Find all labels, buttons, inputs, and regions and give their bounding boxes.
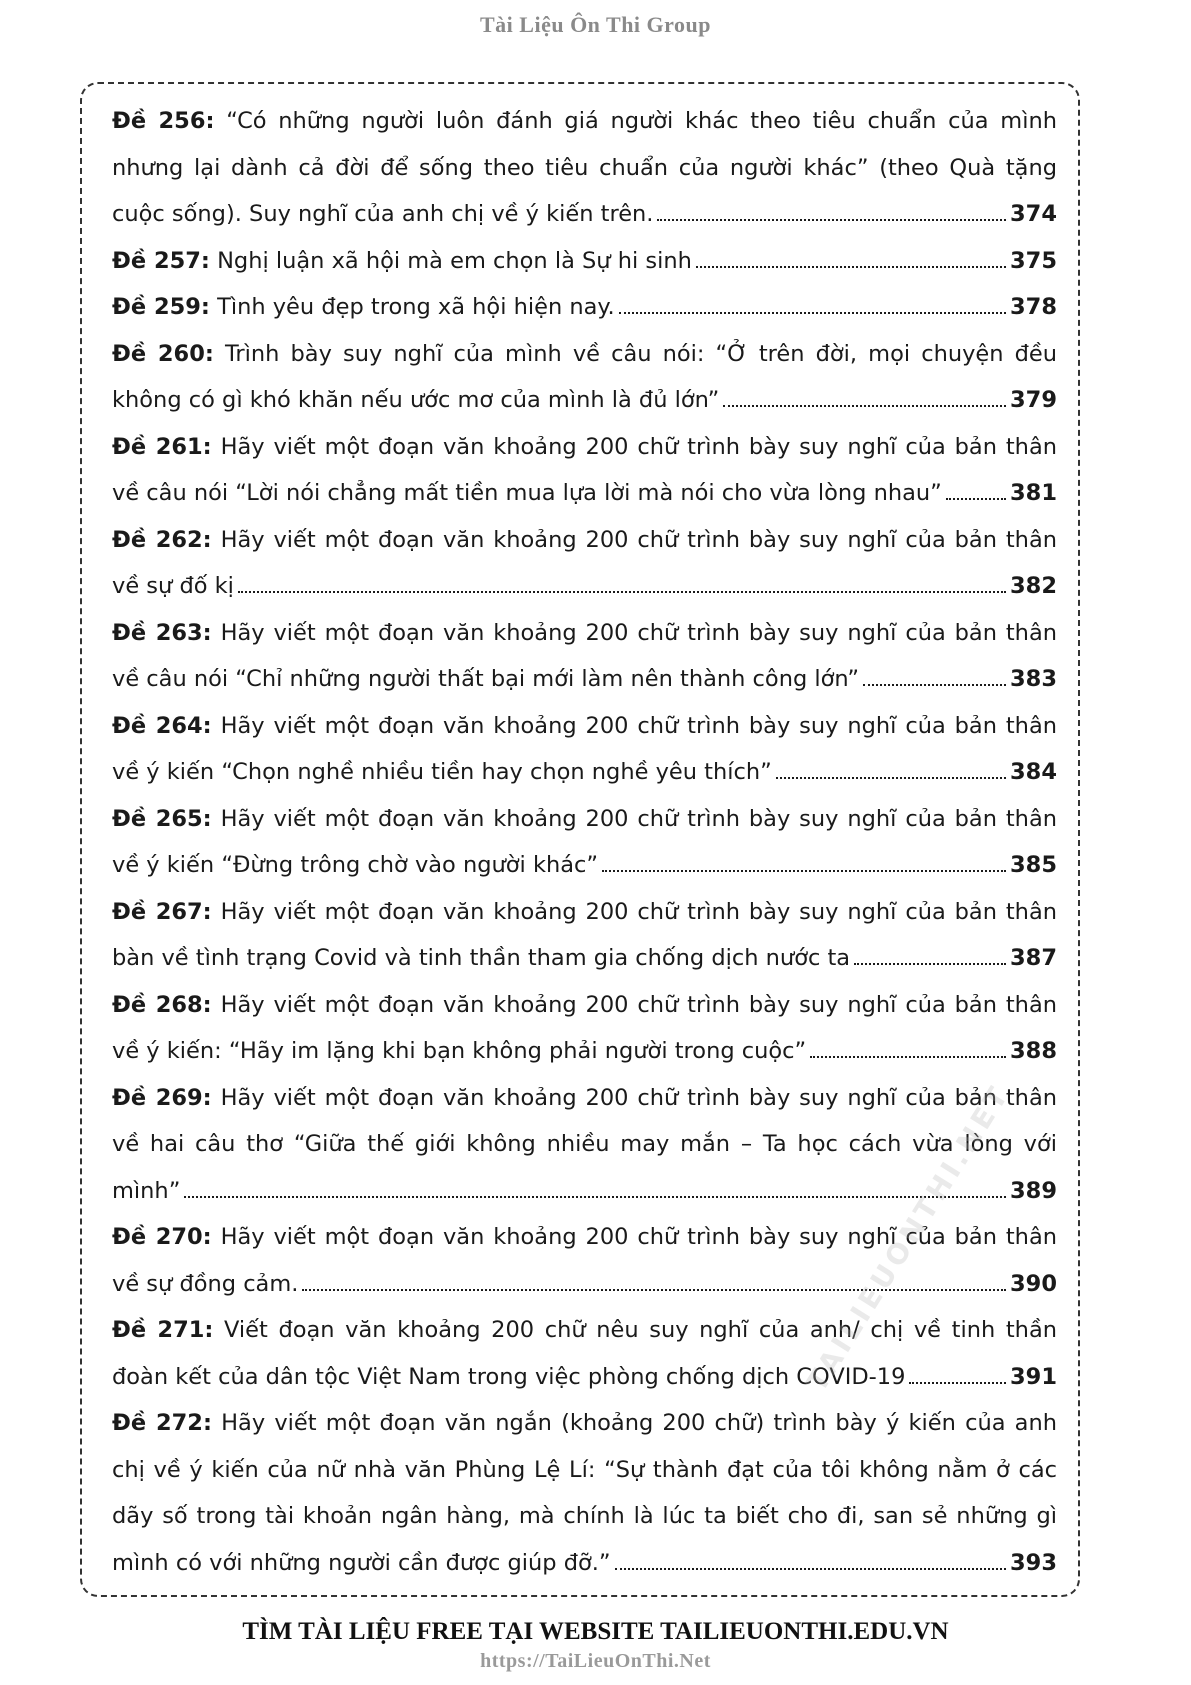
dot-leader — [776, 777, 1006, 779]
toc-entry — [112, 98, 1057, 238]
dot-leader — [863, 684, 1006, 686]
toc-entry-text-line: Hãy viết một đoạn văn khoảng 200 chữ trình bày suy nghĩ của bản thân — [220, 433, 1057, 460]
toc-entry — [112, 889, 1057, 982]
toc-page-number: 388 — [1010, 1038, 1057, 1064]
toc-entry — [112, 703, 1057, 796]
dot-leader — [696, 266, 1006, 268]
toc-entry-label: Đề 256: — [112, 108, 215, 134]
toc-entry-text-last: về ý kiến “Đừng trông chờ vào người khác” — [112, 852, 599, 878]
toc-entry — [112, 796, 1057, 889]
toc-entry-label: Đề 265: — [112, 805, 212, 832]
toc-page-number: 379 — [1010, 387, 1057, 413]
toc-entry-label: Đề 272: — [112, 1410, 212, 1436]
toc-page-number: 381 — [1010, 480, 1057, 506]
toc-entry — [112, 982, 1057, 1075]
toc-page-number: 384 — [1010, 759, 1057, 785]
page-header-title: Tài Liệu Ôn Thi Group — [480, 12, 711, 37]
toc-entry-label: Đề 269: — [112, 1084, 212, 1111]
toc-entry-text-last: về ý kiến: “Hãy im lặng khi bạn không phải người trong cuộc” — [112, 1038, 807, 1064]
table-of-contents — [112, 98, 1057, 1586]
toc-page-number: 382 — [1010, 573, 1057, 599]
toc-entry-label: Đề 271: — [112, 1317, 214, 1343]
toc-entry-text-last: Nghị luận xã hội mà em chọn là Sự hi sinh — [217, 247, 692, 274]
toc-entry-text-last: bàn về tình trạng Covid và tinh thần tham gia chống dịch nước ta — [112, 945, 851, 971]
toc-entry-text-line: Hãy viết một đoạn văn khoảng 200 chữ trình bày suy nghĩ của bản thân — [220, 526, 1057, 553]
toc-entry-text-line: Hãy viết một đoạn văn ngắn (khoảng 200 chữ) trình bày ý kiến của anh — [221, 1410, 1057, 1436]
toc-entry-text-line: Hãy viết một đoạn văn khoảng 200 chữ trình bày suy nghĩ của bản thân — [220, 898, 1057, 925]
toc-entry-text-last: không có gì khó khăn nếu ước mơ của mình là đủ lớn” — [112, 387, 720, 413]
dot-leader — [238, 591, 1006, 593]
toc-entry-label: Đề 260: — [112, 340, 214, 367]
toc-entry-text-line: chị về ý kiến của nữ nhà văn Phùng Lệ Lí: “Sự thành đạt của tôi không nằm ở các — [112, 1456, 1057, 1483]
dot-leader — [657, 219, 1006, 221]
dot-leader — [184, 1196, 1006, 1198]
toc-page-number: 385 — [1010, 852, 1057, 878]
dot-leader — [302, 1289, 1006, 1291]
toc-page-number: 383 — [1010, 666, 1057, 692]
toc-page-number: 389 — [1010, 1177, 1057, 1204]
toc-entry-text-line: Viết đoạn văn khoảng 200 chữ nêu suy nghĩ của anh/ chị về tinh thần — [224, 1317, 1057, 1343]
toc-entry-text-line: Hãy viết một đoạn văn khoảng 200 chữ trình bày suy nghĩ của bản thân — [220, 619, 1057, 646]
toc-entry-label: Đề 259: — [112, 294, 210, 320]
toc-page-number: 387 — [1010, 945, 1057, 971]
toc-entry-text-line: Hãy viết một đoạn văn khoảng 200 chữ trình bày suy nghĩ của bản thân — [220, 805, 1057, 832]
toc-entry-text-line: “Có những người luôn đánh giá người khác theo tiêu chuẩn của mình — [226, 108, 1057, 134]
dot-leader — [602, 870, 1006, 872]
toc-entry-text-line: về hai câu thơ “Giữa thế giới không nhiều may mắn – Ta học cách vừa lòng với — [112, 1131, 1057, 1157]
toc-entry — [112, 238, 1057, 285]
toc-entry — [112, 284, 1057, 331]
toc-entry-text-line: Hãy viết một đoạn văn khoảng 200 chữ trình bày suy nghĩ của bản thân — [220, 712, 1057, 739]
toc-entry-text-last: Tình yêu đẹp trong xã hội hiện nay. — [217, 294, 615, 320]
toc-entry-text-line: Trình bày suy nghĩ của mình về câu nói: “Ở trên đời, mọi chuyện đều — [224, 340, 1057, 367]
toc-entry-text-line: nhưng lại dành cả đời để sống theo tiêu chuẩn của người khác” (theo Quà tặng — [112, 154, 1057, 181]
toc-entry-text-line: Hãy viết một đoạn văn khoảng 200 chữ trình bày suy nghĩ của bản thân — [220, 1084, 1057, 1111]
toc-entry-text-line: dãy số trong tài khoản ngân hàng, mà chính là lúc ta biết cho đi, san sẻ những gì — [112, 1503, 1057, 1529]
toc-entry-text-last: về ý kiến “Chọn nghề nhiều tiền hay chọn nghề yêu thích” — [112, 759, 772, 785]
toc-entry — [112, 331, 1057, 424]
toc-entry-text-line: Hãy viết một đoạn văn khoảng 200 chữ trình bày suy nghĩ của bản thân — [220, 1224, 1057, 1250]
toc-entry-text-last: về câu nói “Lời nói chẳng mất tiền mua lựa lời mà nói cho vừa lòng nhau” — [112, 480, 942, 506]
dot-leader — [615, 1568, 1006, 1570]
toc-entry-text-last: cuộc sống). Suy nghĩ của anh chị về ý kiến trên. — [112, 201, 654, 227]
toc-entry-label: Đề 262: — [112, 526, 212, 553]
toc-entry — [112, 1307, 1057, 1400]
toc-entry-text-last: đoàn kết của dân tộc Việt Nam trong việc phòng chống dịch COVID-19 — [112, 1363, 906, 1390]
toc-page-number: 390 — [1010, 1270, 1057, 1297]
toc-entry-label: Đề 261: — [112, 433, 212, 460]
toc-entry-text-last: mình” — [112, 1177, 181, 1204]
watermark: TAILIEUONTHI.NET — [800, 1078, 1017, 1398]
dot-leader — [854, 963, 1006, 965]
toc-entry-label: Đề 268: — [112, 991, 212, 1018]
footer-url: https://TaiLieuOnThi.Net — [480, 1650, 711, 1672]
toc-entry-text-last: về sự đồng cảm. — [112, 1270, 299, 1297]
dot-leader — [909, 1382, 1006, 1384]
toc-page-number: 378 — [1010, 294, 1057, 320]
toc-page-number: 374 — [1010, 201, 1057, 227]
toc-entry-text-last: về sự đố kị — [112, 573, 234, 599]
dot-leader — [723, 405, 1006, 407]
dot-leader — [619, 312, 1006, 314]
toc-entry-label: Đề 270: — [112, 1224, 212, 1250]
toc-entry-label: Đề 267: — [112, 898, 212, 925]
toc-entry — [112, 424, 1057, 517]
toc-entry — [112, 517, 1057, 610]
toc-entry-text-last: về câu nói “Chỉ những người thất bại mới làm nên thành công lớn” — [112, 666, 860, 692]
toc-page-number: 391 — [1010, 1363, 1057, 1390]
toc-entry — [112, 1400, 1057, 1586]
toc-entry-text-last: mình có với những người cần được giúp đỡ.” — [112, 1549, 611, 1576]
toc-entry-text-line: Hãy viết một đoạn văn khoảng 200 chữ trình bày suy nghĩ của bản thân — [220, 991, 1057, 1018]
dot-leader — [946, 498, 1006, 500]
toc-page-number: 375 — [1010, 247, 1057, 274]
dot-leader — [810, 1056, 1006, 1058]
toc-entry-label: Đề 263: — [112, 619, 212, 646]
toc-page-number: 393 — [1010, 1549, 1057, 1576]
toc-entry-label: Đề 257: — [112, 247, 210, 274]
toc-entry-label: Đề 264: — [112, 712, 212, 739]
footer-website-banner: TÌM TÀI LIỆU FREE TẠI WEBSITE TAILIEUONTHI.EDU.VN — [242, 1618, 949, 1645]
toc-entry — [112, 610, 1057, 703]
